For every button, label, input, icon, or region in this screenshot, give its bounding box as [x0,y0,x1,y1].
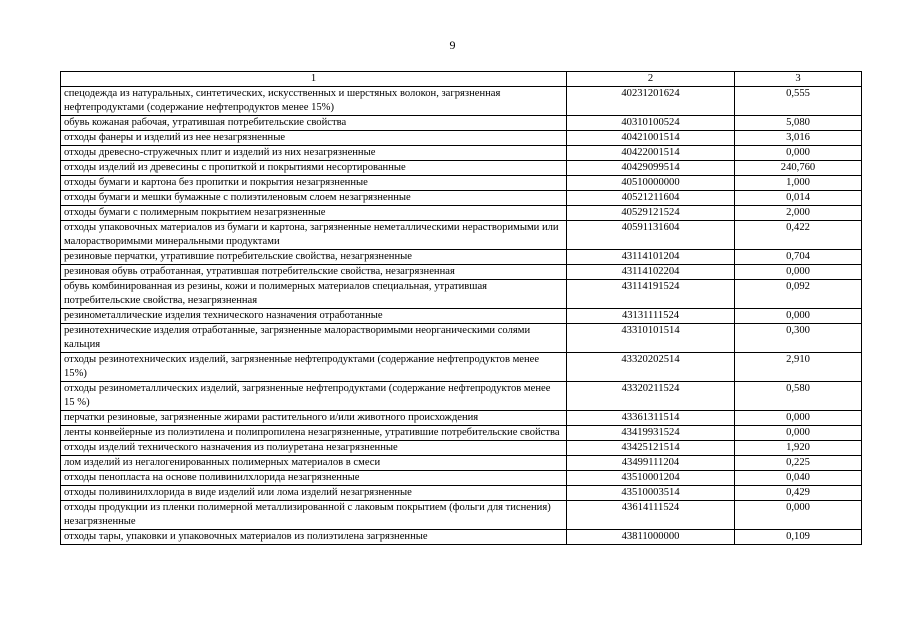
table-row [61,161,862,176]
waste-code-cell: 43425121514 [567,441,735,456]
waste-name-cell: резинотехнические изделия отработанные, загрязненные малорастворимыми неорганическими солями кальция [61,324,567,353]
waste-code-cell: 40510000000 [567,176,735,191]
table-row [61,501,862,530]
waste-code-cell: 43310101514 [567,324,735,353]
table-row [61,441,862,456]
waste-name-cell: отходы бумаги и картона без пропитки и покрытия незагрязненные [61,176,567,191]
waste-mass-cell: 0,000 [735,501,862,530]
waste-mass-cell: 0,000 [735,146,862,161]
waste-name-cell: отходы поливинилхлорида в виде изделий или лома изделий незагрязненные [61,486,567,501]
column-header-1: 1 [61,72,567,87]
table-row [61,324,862,353]
waste-code-cell: 43114101204 [567,250,735,265]
waste-mass-cell: 1,000 [735,176,862,191]
waste-name-cell: резиновые перчатки, утратившие потребительские свойства, незагрязненные [61,250,567,265]
waste-name-cell: отходы тары, упаковки и упаковочных материалов из полиэтилена загрязненные [61,530,567,545]
waste-mass-cell: 5,080 [735,116,862,131]
waste-name-cell: обувь кожаная рабочая, утратившая потребительские свойства [61,116,567,131]
table-row [61,471,862,486]
table-row [61,309,862,324]
table-row [61,250,862,265]
waste-mass-cell: 0,422 [735,221,862,250]
waste-code-cell: 43419931524 [567,426,735,441]
table-row [61,486,862,501]
waste-code-cell: 43320211524 [567,382,735,411]
waste-code-cell: 43320202514 [567,353,735,382]
waste-code-cell: 40421001514 [567,131,735,146]
waste-code-cell: 43114191524 [567,280,735,309]
column-header-2: 2 [567,72,735,87]
waste-name-cell: резиновая обувь отработанная, утратившая потребительские свойства, незагрязненная [61,265,567,280]
waste-mass-cell: 0,555 [735,87,862,116]
waste-mass-cell: 0,429 [735,486,862,501]
table-row [61,280,862,309]
waste-code-cell: 43114102204 [567,265,735,280]
table-row [61,176,862,191]
table-row [61,206,862,221]
table-row [61,265,862,280]
table-row [61,116,862,131]
waste-name-cell: отходы изделий технического назначения из полиуретана незагрязненные [61,441,567,456]
waste-name-cell: отходы древесно-стружечных плит и изделий из них незагрязненные [61,146,567,161]
table-row [61,456,862,471]
table-row [61,221,862,250]
waste-name-cell: лом изделий из негалогенированных полимерных материалов в смеси [61,456,567,471]
column-header-3: 3 [735,72,862,87]
waste-code-cell: 43361311514 [567,411,735,426]
waste-mass-cell: 3,016 [735,131,862,146]
waste-name-cell: отходы резинотехнических изделий, загрязненные нефтепродуктами (содержание нефтепродуктов менее 15%) [61,353,567,382]
waste-mass-cell: 1,920 [735,441,862,456]
waste-name-cell: отходы резинометаллических изделий, загрязненные нефтепродуктами (содержание нефтепродуктов менее 15 %) [61,382,567,411]
waste-name-cell: отходы пенопласта на основе поливинилхлорида незагрязненные [61,471,567,486]
waste-mass-cell: 0,000 [735,426,862,441]
waste-mass-cell: 0,109 [735,530,862,545]
table-row [61,426,862,441]
waste-name-cell: отходы изделий из древесины с пропиткой и покрытиями несортированные [61,161,567,176]
table-row [61,411,862,426]
waste-code-cell: 40429099514 [567,161,735,176]
waste-mass-cell: 2,000 [735,206,862,221]
waste-name-cell: отходы продукции из пленки полимерной металлизированной с лаковым покрытием (фольги для тиснения) незагрязненные [61,501,567,530]
waste-code-cell: 43510001204 [567,471,735,486]
waste-code-cell: 40591131604 [567,221,735,250]
waste-code-cell: 43811000000 [567,530,735,545]
waste-mass-cell: 0,040 [735,471,862,486]
table-body [61,87,862,545]
table-row [61,530,862,545]
waste-mass-cell: 0,000 [735,411,862,426]
waste-code-cell: 43614111524 [567,501,735,530]
waste-code-cell: 43131111524 [567,309,735,324]
waste-name-cell: резинометаллические изделия технического назначения отработанные [61,309,567,324]
table-row [61,87,862,116]
waste-name-cell: отходы бумаги с полимерным покрытием незагрязненные [61,206,567,221]
waste-mass-cell: 0,000 [735,265,862,280]
waste-mass-cell: 0,225 [735,456,862,471]
waste-code-cell: 40231201624 [567,87,735,116]
waste-mass-cell: 0,092 [735,280,862,309]
waste-code-cell: 43499111204 [567,456,735,471]
waste-name-cell: отходы бумаги и мешки бумажные с полиэтиленовым слоем незагрязненные [61,191,567,206]
table-row [61,131,862,146]
waste-mass-cell: 0,300 [735,324,862,353]
waste-code-cell: 40422001514 [567,146,735,161]
table-row [61,382,862,411]
table-row [61,146,862,161]
table-row [61,353,862,382]
waste-name-cell: обувь комбинированная из резины, кожи и полимерных материалов специальная, утратившая потребительские свойства, незагрязненная [61,280,567,309]
waste-name-cell: ленты конвейерные из полиэтилена и полипропилена незагрязненные, утратившие потребительские свойства [61,426,567,441]
waste-code-cell: 40521211604 [567,191,735,206]
waste-name-cell: спецодежда из натуральных, синтетических, искусственных и шерстяных волокон, загрязненная нефтепродуктами (содержание нефтепродуктов менее 15%) [61,87,567,116]
waste-mass-cell: 0,580 [735,382,862,411]
waste-name-cell: отходы упаковочных материалов из бумаги и картона, загрязненные неметаллическими нерастворимыми или малорастворимыми минеральными продуктами [61,221,567,250]
waste-name-cell: перчатки резиновые, загрязненные жирами растительного и/или животного происхождения [61,411,567,426]
waste-code-cell: 40310100524 [567,116,735,131]
page-number: 9 [449,38,456,52]
waste-mass-cell: 0,704 [735,250,862,265]
waste-code-cell: 40529121524 [567,206,735,221]
waste-code-cell: 43510003514 [567,486,735,501]
waste-mass-cell: 0,000 [735,309,862,324]
waste-mass-cell: 2,910 [735,353,862,382]
waste-table [60,71,862,545]
table-header-row [61,72,862,87]
waste-mass-cell: 240,760 [735,161,862,176]
table-row [61,191,862,206]
waste-name-cell: отходы фанеры и изделий из нее незагрязненные [61,131,567,146]
waste-mass-cell: 0,014 [735,191,862,206]
